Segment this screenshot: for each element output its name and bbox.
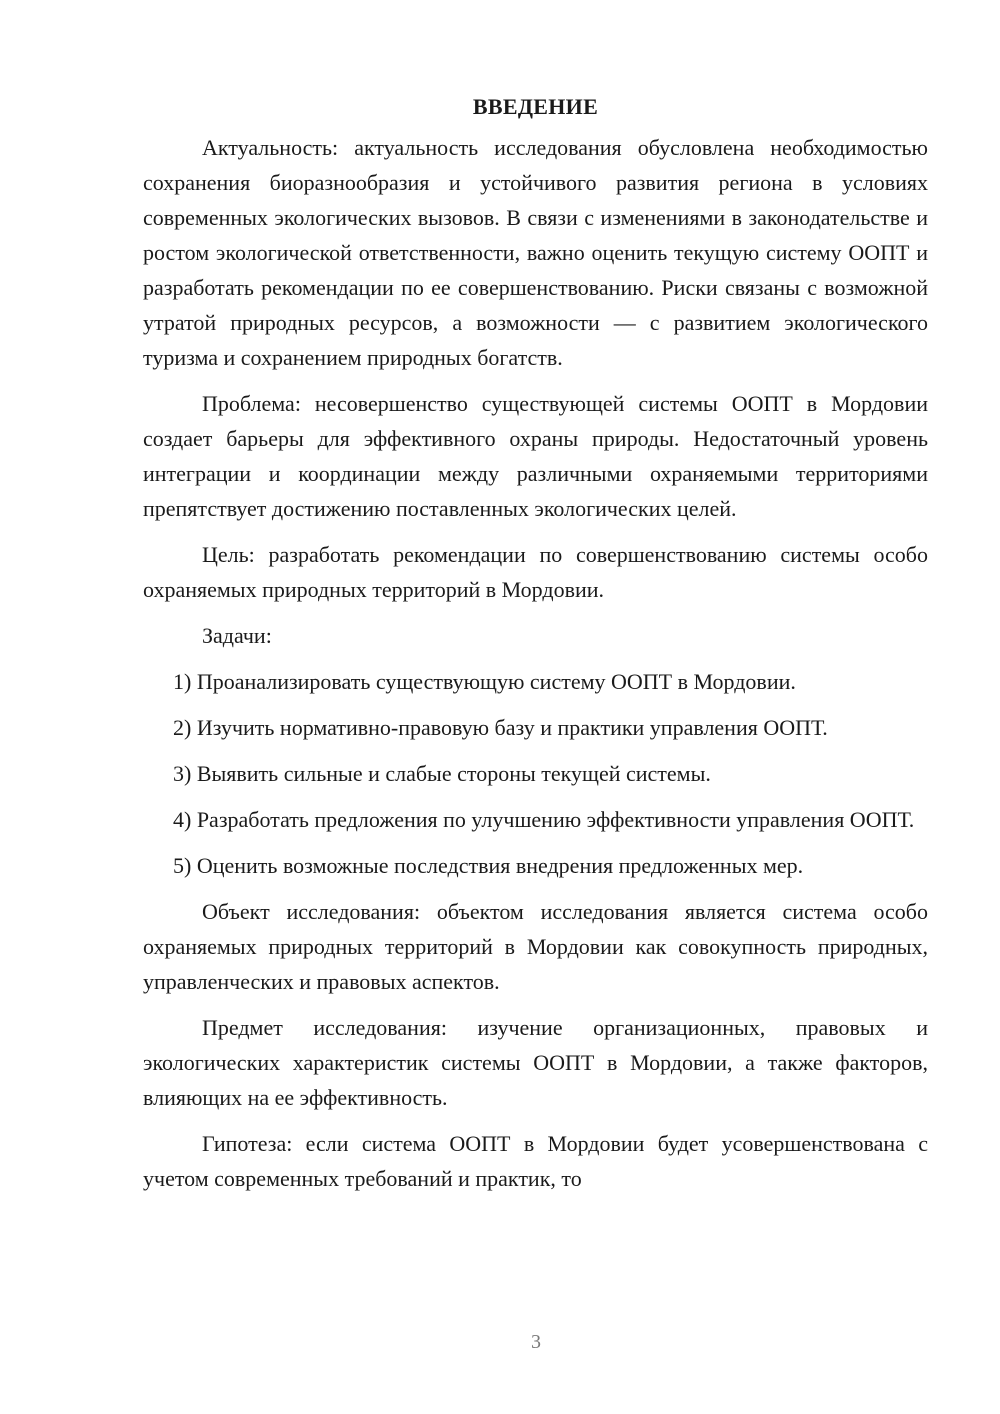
task-item-2: 2) Изучить нормативно-правовую базу и практики управления ООПТ. [173, 715, 828, 740]
paragraph-problem: Проблема: несовершенство существующей системы ООПТ в Мордовии создает барьеры для эффективного охраны природы. Недостаточный уровень интеграции и координации между различными охраняемыми территориями препятствует достижению поставленных экологических целей. [143, 391, 928, 521]
page-number: 3 [531, 1331, 541, 1353]
paragraph-subject: Предмет исследования: изучение организационных, правовых и экологических характеристик системы ООПТ в Мордовии, а также факторов, влияющих на ее эффективность. [143, 1015, 928, 1110]
paragraph-relevance: Актуальность: актуальность исследования обусловлена необходимостью сохранения биоразнообразия и устойчивого развития региона в условиях современных экологических вызовов. В связи с изменениями в законодательстве и ростом экологической ответственности, важно оценить текущую систему ООПТ и разработать рекомендации по ее совершенствованию. Риски связаны с возможной утратой природных ресурсов, а возможности — с развитием экологического туризма и сохранением природных богатств. [143, 135, 928, 370]
paragraph-goal: Цель: разработать рекомендации по совершенствованию системы особо охраняемых природных территорий в Мордовии. [143, 542, 928, 602]
task-item-4: 4) Разработать предложения по улучшению эффективности управления ООПТ. [173, 807, 915, 832]
tasks-heading: Задачи: [202, 623, 272, 648]
document-page [143, 90, 928, 1207]
task-item-5: 5) Оценить возможные последствия внедрения предложенных мер. [173, 853, 804, 878]
paragraph-object: Объект исследования: объектом исследования является система особо охраняемых природных территорий в Мордовии как совокупность природных, управленческих и правовых аспектов. [143, 899, 928, 994]
task-item-3: 3) Выявить сильные и слабые стороны текущей системы. [173, 761, 711, 786]
task-item-1: 1) Проанализировать существующую систему ООПТ в Мордовии. [173, 669, 796, 694]
page-title: ВВЕДЕНИЕ [472, 94, 599, 119]
paragraph-hypothesis: Гипотеза: если система ООПТ в Мордовии будет усовершенствована с учетом современных требований и практик, то [143, 1131, 928, 1191]
